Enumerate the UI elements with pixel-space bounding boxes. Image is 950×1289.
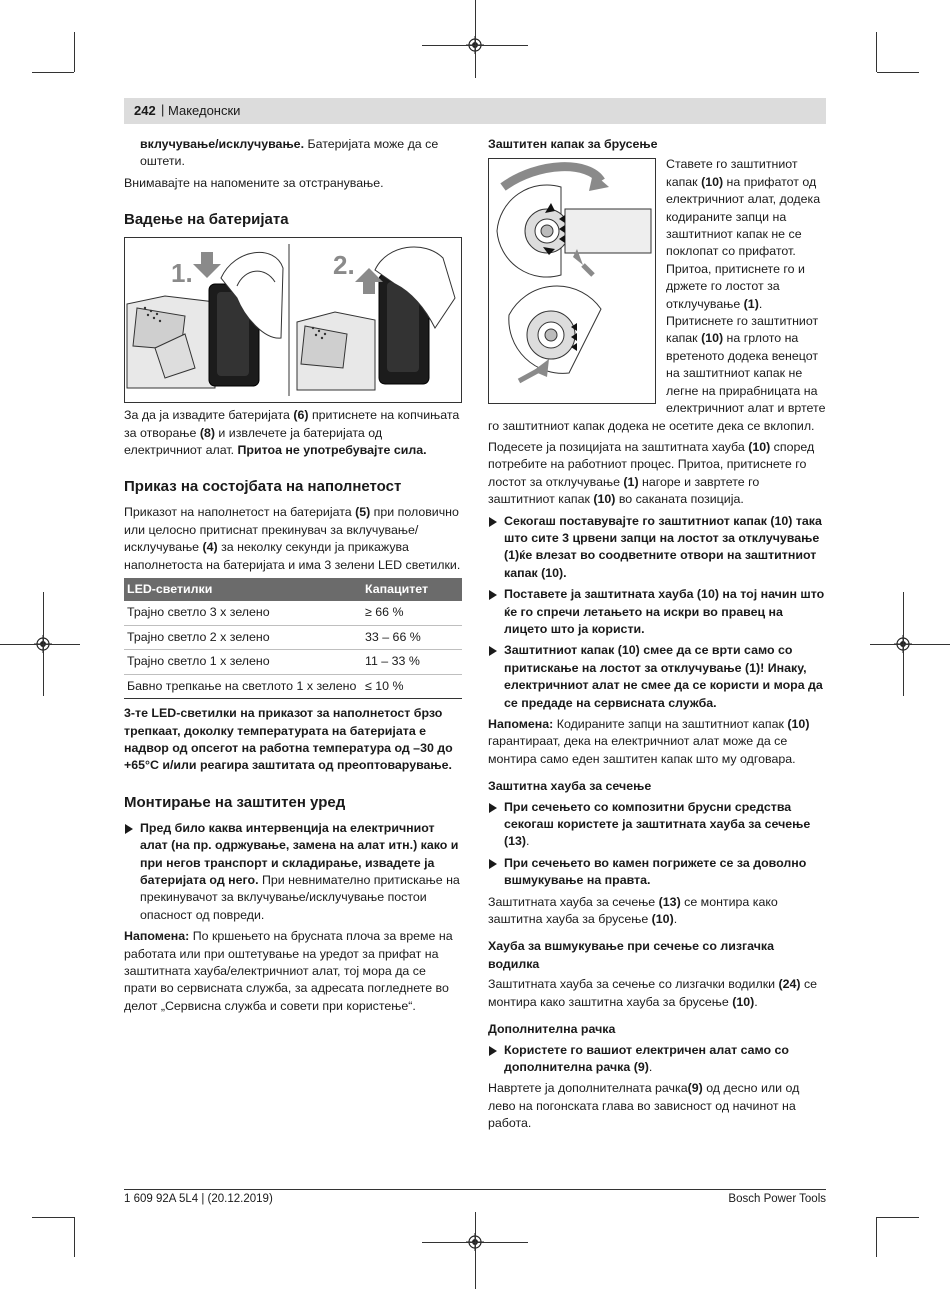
section-title-aux-handle: Дополнителна рачка [488,1022,616,1037]
handle-paragraph: Навртете ја дополнителната рачка(9) од десно или од лево на погонската глава во зависност од начинот на работа. [488,1081,800,1131]
crop-mark [475,0,476,78]
crop-mark [877,72,919,73]
led-capacity-table [124,578,462,699]
header-separator: | [161,102,165,117]
charge-state-text: Приказот на наполнетост на батеријата (5) при половично или целосно притиснат прекинувач за вклучување/исклучување (4) за неколку секунди ја прикажува наполнетоста на батеријата и има 3 зелени LED светилки. [124,505,461,572]
cutting-paragraph: Заштитната хауба за сечење (13) се монтира како заштитна хауба за брусење (10). [488,894,778,927]
guard-paragraph-2: Подесете ја позицијата на заштитната хауба (10) според потребите на работниот процес. Притоа, притиснете го лостот за отклучување (1) нагоре и завртете го заштитниот капак (10) во саканата позиција. [488,439,815,507]
crop-mark [876,1217,877,1257]
footer-brand: Bosch Power Tools [728,1193,826,1205]
section-title-slide-guard: Хауба за вшмукување при сечење со лизгачка водилка [488,939,775,971]
page-number: 242 [134,103,156,118]
crop-mark [475,1212,476,1289]
crop-mark [876,32,877,72]
crop-mark [74,1217,75,1257]
crop-mark [32,72,74,73]
svg-text:1.: 1. [171,258,193,289]
crop-mark [877,1217,919,1218]
crop-mark [870,644,950,645]
left-column [124,136,462,1019]
disposal-note: Внимавајте на напомените за отстранување. [124,175,384,190]
handle-bullet: Користете го вашиот електричен алат само со дополнителна рачка (9). [488,1042,826,1077]
crop-mark [0,644,80,645]
battery-removal-text: За да ја извадите батеријата (6) притиснете на копчињата за отворање (8) и извлечете ја батеријата од електричниот алат. Притоа не употребувајте сила. [124,408,460,458]
bullet-triangle-icon [489,517,497,527]
right-column [488,136,826,1137]
guard-note: Напомена: Кодираните запци на заштитниот капак (10) гарантираат, дека на електричниот алат може да се монтира само еден заштитен капак што му одговара. [488,717,810,766]
section-title-charge-state: Приказ на состојбата на наполнетост [124,478,402,496]
section-title-grinding-guard: Заштитен капак за брусење [488,137,658,151]
guard-bullet: Секогаш поставувајте го заштитниот капак (10) така што сите 3 црвени запци на лостот за отклучување (1)ќе влезат во соодветните отвори на заштитниот капак (10). [488,513,826,583]
section-title-cutting-guard: Заштитна хауба за сечење [488,779,652,794]
protective-device-note: Напомена: По кршењето на брусната плоча за време на работата или при оштетување на уредот за прифат на заштитната хауба/електричниот алат, тој мора да се прати во сервисната служба, за адресата погледнете во делот „Сервисна служба и совети при користење“. [124,929,453,1013]
slide-guard-paragraph: Заштитната хауба за сечење со лизгачки водилки (24) се монтира како заштитна хауба за брусење (10). [488,977,818,1009]
table-row: Трајно светло 1 х зелено 11 – 33 % [124,650,462,674]
crop-mark [32,1217,74,1218]
table-header-led: LED-светилки [124,578,362,601]
bullet-triangle-icon [489,1046,497,1056]
bullet-triangle-icon [125,824,133,834]
table-row: Бавно трепкање на светлото 1 х зелено ≤ 10 % [124,674,462,698]
guard-figure [488,158,656,404]
guard-bullet: Поставете ја заштитната хауба (10) на тој начин што ќе го спречи летањето на искри во правец на лицето што ја користи. [488,586,826,638]
bullet-triangle-icon [489,590,497,600]
safety-bullet: Пред било каква интервенција на електричниот алат (на пр. одржување, замена на алат итн.) како и при негов транспорт и складирање, извадете ја батеријата од него. При невнимателно притискање на прекинувачот за вклучување/исклучување постои опасност од повреди. [124,820,462,924]
table-row: Трајно светло 2 х зелено 33 – 66 % [124,625,462,649]
bullet-triangle-icon [489,803,497,813]
guard-text-block [488,156,826,439]
header-language: Македонски [168,103,241,118]
bullet-triangle-icon [489,859,497,869]
cutting-bullet: При сечењето во камен погрижете се за доволно вшмукување на правта. [488,855,826,890]
table-row: Трајно светло 3 х зелено ≥ 66 % [124,601,462,625]
page-header [124,98,826,124]
battery-removal-illustration [125,238,461,402]
footer-divider [124,1189,826,1190]
cutting-bullet: При сечењето со композитни брусни средства секогаш користете ја заштитната хауба за сечење (13). [488,799,826,851]
guard-illustration [489,159,655,403]
section-title-battery-removal: Вадење на батеријата [124,211,289,229]
guard-paragraph-1: Ставете го заштитниот капак (10) на прифатот од електричниот алат, додека кодираните запци на заштитниот капак не се поклопат со прифатот. Притоа, притиснете го и држете го лостот за отклучување (1). Притиснете го заштитниот капак (10) на грлото на вретеното додека венецот на заштитниот капак не легне на прирабницата на електричниот алат и вртете го заштитниот капак додека не осетите дека се вклопил. [488,157,826,433]
guard-bullet: Заштитниот капак (10) смее да се врти само со притискање на лостот за отклучување (1)! Инаку, електричниот алат не смее да се користи и мора да се предаде на сервисната служба. [488,642,826,712]
svg-text:2.: 2. [333,250,355,281]
intro-paragraph: вклучување/исклучување. Батеријата може да се оштети. [140,137,439,169]
crop-mark [74,32,75,72]
table-header-capacity: Капацитет [362,578,462,601]
section-title-protective-device: Монтирање на заштитен уред [124,793,346,811]
battery-removal-figure [124,237,462,403]
footer-doc-id: 1 609 92A 5L4 | (20.12.2019) [124,1193,273,1205]
bullet-triangle-icon [489,646,497,656]
led-temperature-note: 3-те LED-светилки на приказот за наполнетост брзо трепкаат, доколку температурата на батеријата е надвор од опсегот на работна температура од –30 до +65°C и/или реагира заштитата од преоптоварување. [124,706,453,773]
